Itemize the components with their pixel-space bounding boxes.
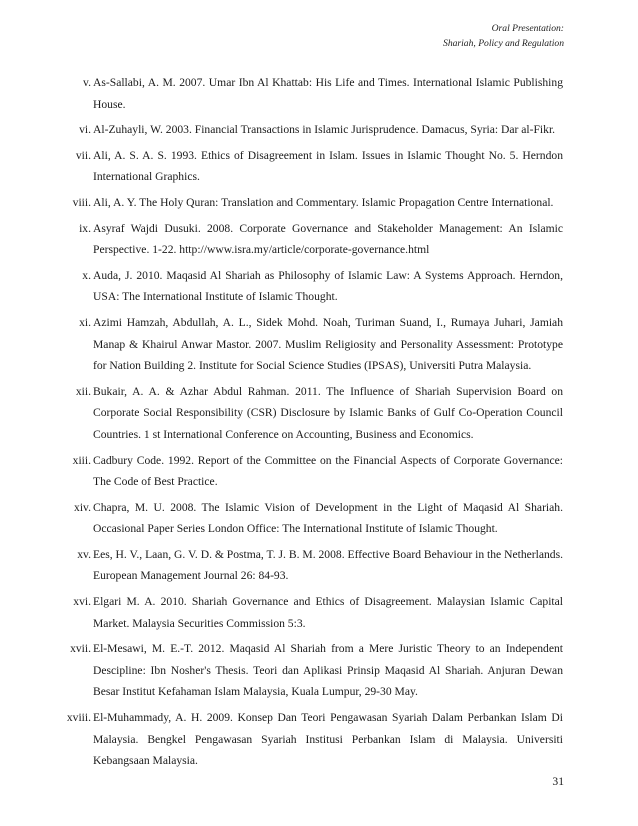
reference-item: [0, 497, 638, 540]
header-line-1: Oral Presentation:: [491, 23, 564, 34]
reference-item: [0, 591, 638, 634]
reference-text: Bukair, A. A. & Azhar Abdul Rahman. 2011. The Influence of Shariah Supervision Board on Corporate Social Responsibility (CSR) Disclosure by Islamic Banks of Gulf Co-Operation Council Countries. 1 st International Conference on Accounting, Business and Economics.: [93, 384, 563, 441]
reference-text: Auda, J. 2010. Maqasid Al Shariah as Philosophy of Islamic Law: A Systems Approach. Herndon, USA: The International Institute of Islamic Thought.: [93, 268, 563, 304]
reference-text: Ali, A. S. A. S. 1993. Ethics of Disagreement in Islam. Issues in Islamic Thought No. 5. Herndon International Graphics.: [93, 148, 563, 184]
reference-number: xiv.: [74, 500, 91, 514]
reference-number: xi.: [79, 315, 91, 329]
reference-text: Elgari M. A. 2010. Shariah Governance and Ethics of Disagreement. Malaysian Islamic Capital Market. Malaysia Securities Commission 5:3.: [93, 595, 563, 630]
reference-number: xiii.: [72, 453, 91, 467]
reference-item: [0, 707, 638, 772]
reference-number: viii.: [72, 195, 91, 209]
reference-item: [0, 119, 638, 141]
reference-item: [0, 312, 638, 377]
reference-text: Cadbury Code. 1992. Report of the Committee on the Financial Aspects of Corporate Governance: The Code of Best Practice.: [93, 453, 563, 489]
reference-text: Asyraf Wajdi Dusuki. 2008. Corporate Governance and Stakeholder Management: An Islamic Perspective. 1-22. http://www.isra.my/article/corporate-governance.html: [93, 221, 563, 257]
reference-text: Azimi Hamzah, Abdullah, A. L., Sidek Mohd. Noah, Turiman Suand, I., Rumaya Juhari, Jamiah Manap & Khairul Anwar Mastor. 2007. Muslim Religiosity and Personality Assessment: Prototype for Nation Building 2. Institute for Social Science Studies (IPSAS), Universiti Putra Malaysia.: [93, 315, 563, 373]
reference-item: [0, 638, 638, 703]
reference-number: x.: [82, 268, 91, 282]
reference-item: [0, 72, 638, 115]
reference-number: vii.: [75, 148, 91, 162]
reference-number: xvii.: [70, 642, 91, 656]
reference-number: xii.: [75, 384, 91, 398]
reference-item: [0, 544, 638, 587]
reference-item: [0, 265, 638, 308]
reference-number: xv.: [77, 547, 91, 561]
header-line-2: Shariah, Policy and Regulation: [443, 38, 564, 49]
reference-text: Ees, H. V., Laan, G. V. D. & Postma, T. J. B. M. 2008. Effective Board Behaviour in the Netherlands. European Management Journal 26: 84-93.: [93, 547, 563, 583]
reference-list: [0, 72, 638, 776]
reference-item: [0, 381, 638, 446]
reference-number: vi.: [79, 123, 91, 137]
reference-text: El-Muhammady, A. H. 2009. Konsep Dan Teori Pengawasan Syariah Dalam Perbankan Islam Di Malaysia. Bengkel Pengawasan Syariah Institusi Perbankan Islam di Malaysia. Universiti Kebangsaan Malaysia.: [93, 711, 563, 768]
reference-text: El-Mesawi, M. E.-T. 2012. Maqasid Al Shariah from a Mere Juristic Theory to an Independent Descipline: Ibn Nosher's Thesis. Teori dan Aplikasi Prinsip Maqasid Al Shariah. Anjuran Dewan Besar Institut Kefahaman Islam Malaysia, Kuala Lumpur, 29-30 May.: [93, 642, 563, 699]
reference-text: Ali, A. Y. The Holy Quran: Translation and Commentary. Islamic Propagation Centre International.: [93, 195, 554, 209]
reference-number: xvi.: [73, 595, 91, 609]
reference-item: [0, 218, 638, 261]
reference-text: As-Sallabi, A. M. 2007. Umar Ibn Al Khattab: His Life and Times. International Islamic Publishing House.: [93, 76, 563, 111]
page-number: 31: [552, 775, 564, 788]
reference-text: Chapra, M. U. 2008. The Islamic Vision of Development in the Light of Maqasid Al Shariah. Occasional Paper Series London Office: The International Institute of Islamic Thought.: [93, 500, 563, 536]
reference-number: xviii.: [66, 711, 91, 725]
reference-item: [0, 192, 638, 214]
reference-number: ix.: [79, 221, 91, 235]
reference-number: v.: [83, 76, 91, 89]
running-header: [443, 21, 564, 51]
reference-item: [0, 450, 638, 493]
reference-text: Al-Zuhayli, W. 2003. Financial Transactions in Islamic Jurisprudence. Damacus, Syria: Dar al-Fikr.: [93, 123, 556, 137]
reference-item: [0, 145, 638, 188]
